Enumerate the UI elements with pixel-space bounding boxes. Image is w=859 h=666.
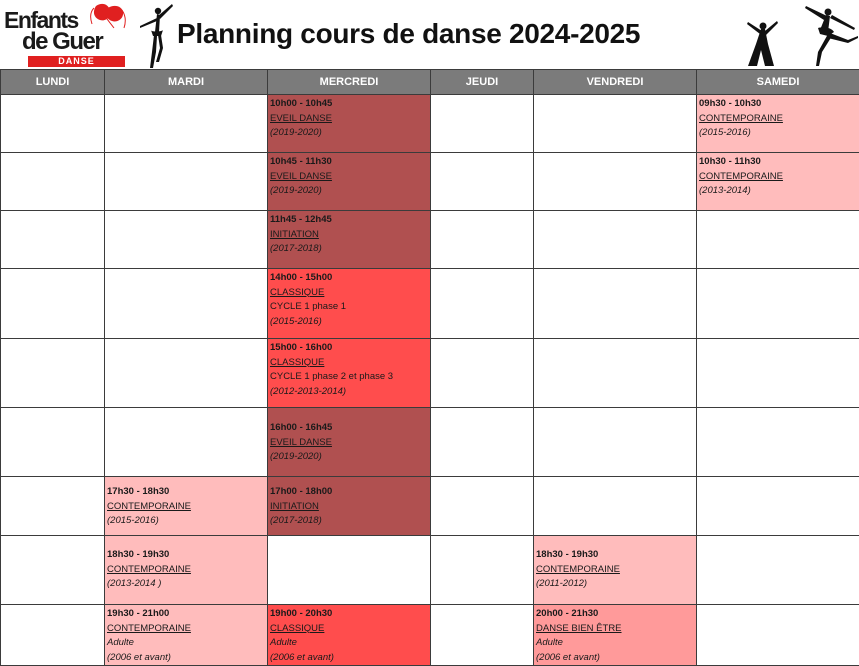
schedule-row (1, 153, 859, 211)
slot-time: 11h45 - 12h45 (270, 213, 428, 228)
slot-years: (2013-2014 ) (107, 577, 265, 592)
empty-cell (105, 153, 268, 211)
class-slot-samedi-2 (697, 153, 859, 211)
slot-years: (2017-2018) (270, 242, 428, 257)
empty-cell (431, 153, 534, 211)
class-slot-mardi-1 (105, 477, 268, 536)
empty-cell (697, 339, 859, 408)
empty-cell (534, 211, 697, 269)
page-title: Planning cours de danse 2024-2025 (177, 18, 640, 50)
slot-time: 19h30 - 21h00 (107, 607, 265, 622)
empty-cell (1, 408, 105, 477)
empty-cell (105, 95, 268, 153)
slot-detail: CYCLE 1 phase 1 (270, 300, 428, 315)
dance-schedule-table (0, 69, 859, 666)
slot-time: 17h30 - 18h30 (107, 485, 265, 500)
slot-time: 20h00 - 21h30 (536, 607, 694, 622)
slot-name: CLASSIQUE (270, 622, 428, 637)
class-slot-vendredi-1 (534, 536, 697, 605)
class-slot-mercredi-3 (268, 211, 431, 269)
empty-cell (431, 339, 534, 408)
empty-cell (534, 339, 697, 408)
class-slot-mercredi-4 (268, 269, 431, 339)
empty-cell (105, 408, 268, 477)
empty-cell (534, 153, 697, 211)
slot-time: 10h00 - 10h45 (270, 97, 428, 112)
schedule-row (1, 269, 859, 339)
empty-cell (697, 605, 859, 666)
day-header-mardi: MARDI (105, 70, 268, 95)
class-slot-mercredi-7 (268, 477, 431, 536)
slot-years: (2015-2016) (107, 514, 265, 529)
slot-time: 10h45 - 11h30 (270, 155, 428, 170)
slot-time: 16h00 - 16h45 (270, 421, 428, 436)
empty-cell (1, 536, 105, 605)
slot-name: CONTEMPORAINE (107, 622, 265, 637)
class-slot-mardi-2 (105, 536, 268, 605)
empty-cell (268, 536, 431, 605)
empty-cell (1, 269, 105, 339)
slot-name: CONTEMPORAINE (699, 170, 857, 185)
slot-name: CLASSIQUE (270, 286, 428, 301)
day-header-row (1, 70, 859, 95)
class-slot-mercredi-2 (268, 153, 431, 211)
schedule-row (1, 211, 859, 269)
empty-cell (534, 477, 697, 536)
empty-cell (1, 153, 105, 211)
empty-cell (431, 95, 534, 153)
slot-years: (2006 et avant) (536, 651, 694, 666)
club-logo (2, 2, 126, 66)
empty-cell (1, 605, 105, 666)
empty-cell (697, 477, 859, 536)
empty-cell (1, 211, 105, 269)
class-slot-samedi-1 (697, 95, 859, 153)
class-slot-mercredi-1 (268, 95, 431, 153)
empty-cell (431, 211, 534, 269)
empty-cell (105, 211, 268, 269)
slot-name: CLASSIQUE (270, 356, 428, 371)
slot-detail: Adulte (536, 636, 694, 651)
slot-detail: Adulte (270, 636, 428, 651)
empty-cell (431, 536, 534, 605)
slot-name: EVEIL DANSE (270, 436, 428, 451)
empty-cell (697, 269, 859, 339)
day-header-mercredi: MERCREDI (268, 70, 431, 95)
empty-cell (105, 269, 268, 339)
slot-years: (2012-2013-2014) (270, 385, 428, 400)
slot-years: (2017-2018) (270, 514, 428, 529)
slot-name: EVEIL DANSE (270, 112, 428, 127)
slot-years: (2015-2016) (270, 315, 428, 330)
day-header-lundi: LUNDI (1, 70, 105, 95)
logo-text-enfants: Enfants (4, 8, 78, 32)
dancers-silhouette-icon (744, 0, 859, 69)
slot-name: DANSE BIEN ÊTRE (536, 622, 694, 637)
slot-name: CONTEMPORAINE (107, 563, 265, 578)
slot-years: (2015-2016) (699, 126, 857, 141)
slot-time: 18h30 - 19h30 (107, 548, 265, 563)
slot-time: 09h30 - 10h30 (699, 97, 857, 112)
day-header-vendredi: VENDREDI (534, 70, 697, 95)
schedule-row (1, 339, 859, 408)
logo-text-de-guer: de Guer (22, 30, 102, 54)
slot-name: CONTEMPORAINE (699, 112, 857, 127)
slot-time: 15h00 - 16h00 (270, 341, 428, 356)
page-header (0, 0, 859, 69)
slot-name: EVEIL DANSE (270, 170, 428, 185)
empty-cell (697, 536, 859, 605)
slot-time: 19h00 - 20h30 (270, 607, 428, 622)
empty-cell (1, 477, 105, 536)
ballet-shoes-icon (88, 2, 128, 30)
empty-cell (431, 408, 534, 477)
slot-time: 10h30 - 11h30 (699, 155, 857, 170)
slot-name: INITIATION (270, 228, 428, 243)
empty-cell (697, 211, 859, 269)
slot-years: (2006 et avant) (270, 651, 428, 666)
slot-time: 17h00 - 18h00 (270, 485, 428, 500)
day-header-jeudi: JEUDI (431, 70, 534, 95)
class-slot-mercredi-5 (268, 339, 431, 408)
slot-name: CONTEMPORAINE (536, 563, 694, 578)
schedule-row (1, 605, 859, 666)
class-slot-mercredi-6 (268, 408, 431, 477)
slot-name: CONTEMPORAINE (107, 500, 265, 515)
logo-badge-danse: DANSE (28, 56, 125, 67)
slot-years: (2019-2020) (270, 450, 428, 465)
schedule-row (1, 536, 859, 605)
day-header-samedi: SAMEDI (697, 70, 859, 95)
slot-name: INITIATION (270, 500, 428, 515)
slot-time: 14h00 - 15h00 (270, 271, 428, 286)
empty-cell (534, 95, 697, 153)
slot-years: (2006 et avant) (107, 651, 265, 666)
empty-cell (105, 339, 268, 408)
empty-cell (431, 477, 534, 536)
schedule-row (1, 477, 859, 536)
empty-cell (431, 605, 534, 666)
empty-cell (697, 408, 859, 477)
slot-years: (2013-2014) (699, 184, 857, 199)
slot-years: (2019-2020) (270, 126, 428, 141)
empty-cell (534, 408, 697, 477)
empty-cell (1, 95, 105, 153)
class-slot-mercredi-8 (268, 605, 431, 666)
ballerina-silhouette-icon (136, 2, 176, 70)
empty-cell (534, 269, 697, 339)
schedule-row (1, 95, 859, 153)
slot-years: (2011-2012) (536, 577, 694, 592)
slot-detail: Adulte (107, 636, 265, 651)
schedule-row (1, 408, 859, 477)
empty-cell (431, 269, 534, 339)
empty-cell (1, 339, 105, 408)
slot-detail: CYCLE 1 phase 2 et phase 3 (270, 370, 428, 385)
class-slot-mardi-3 (105, 605, 268, 666)
class-slot-vendredi-2 (534, 605, 697, 666)
slot-years: (2019-2020) (270, 184, 428, 199)
slot-time: 18h30 - 19h30 (536, 548, 694, 563)
